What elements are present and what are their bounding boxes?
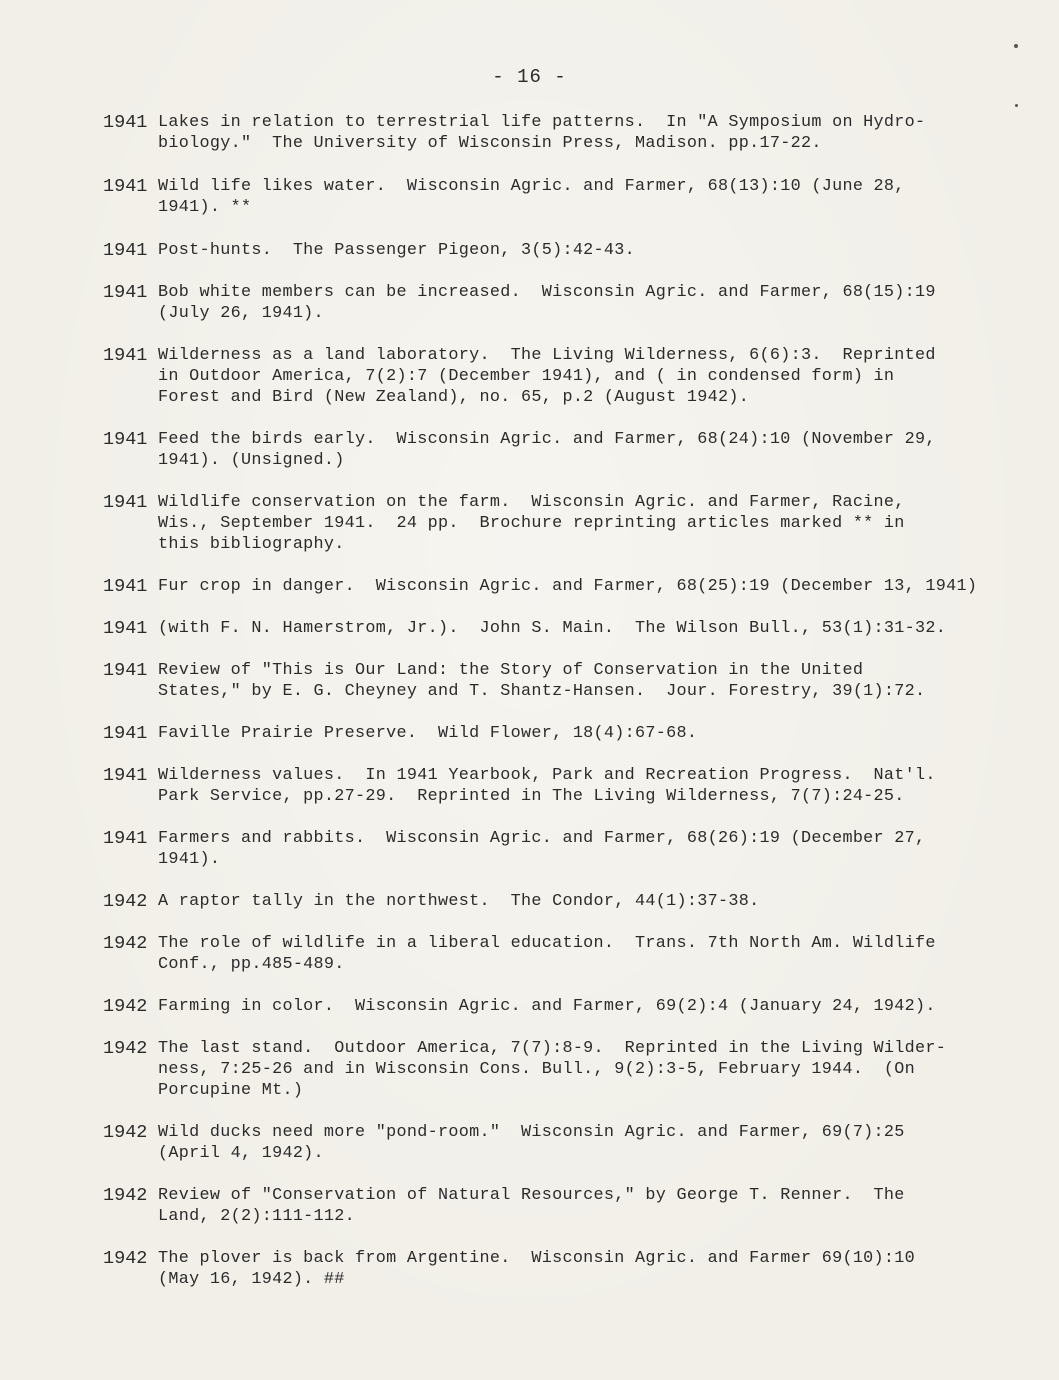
- entry-text: Wild ducks need more "pond-room." Wisconsin Agric. and Farmer, 69(7):25 (April 4, 1942).: [158, 1123, 905, 1163]
- entry-text: Feed the birds early. Wisconsin Agric. and Farmer, 68(24):10 (November 29, 1941). (Unsigned.): [158, 430, 936, 470]
- paper-speck: [1015, 104, 1018, 107]
- bibliography-entry: [103, 660, 1003, 702]
- entry-text: A raptor tally in the northwest. The Condor, 44(1):37-38.: [158, 892, 760, 911]
- entry-text: Bob white members can be increased. Wisconsin Agric. and Farmer, 68(15):19 (July 26, 1941).: [158, 283, 936, 323]
- entry-text: Wildlife conservation on the farm. Wisconsin Agric. and Farmer, Racine, Wis., September 1941. 24 pp. Brochure reprinting articles marked ** in this bibliography.: [158, 493, 905, 554]
- bibliography-entry: [103, 176, 1003, 218]
- entry-text: (with F. N. Hamerstrom, Jr.). John S. Main. The Wilson Bull., 53(1):31-32.: [158, 619, 947, 638]
- bibliography-list: [103, 112, 1003, 1290]
- entry-year: 1941: [103, 345, 148, 366]
- entry-text: Farmers and rabbits. Wisconsin Agric. and Farmer, 68(26):19 (December 27, 1941).: [158, 829, 926, 869]
- entry-text: Lakes in relation to terrestrial life patterns. In "A Symposium on Hydro- biology." The University of Wisconsin Press, Madison. pp.17-22.: [158, 113, 926, 153]
- entry-text: Review of "This is Our Land: the Story of Conservation in the United States," by E. G. Cheyney and T. Shantz-Hansen. Jour. Forestry, 39(1):72.: [158, 661, 926, 701]
- entry-year: 1941: [103, 618, 148, 639]
- bibliography-entry: [103, 1185, 1003, 1227]
- bibliography-entry: [103, 576, 1003, 597]
- entry-year: 1942: [103, 996, 148, 1017]
- entry-year: 1941: [103, 576, 148, 597]
- entry-year: 1941: [103, 765, 148, 786]
- bibliography-entry: [103, 1038, 1003, 1101]
- entry-text: The last stand. Outdoor America, 7(7):8-9. Reprinted in the Living Wilder- ness, 7:25-26 and in Wisconsin Cons. Bull., 9(2):3-5, February 1944. (On Porcupine Mt.): [158, 1039, 947, 1100]
- entry-text: Fur crop in danger. Wisconsin Agric. and Farmer, 68(25):19 (December 13, 1941): [158, 577, 978, 596]
- entry-year: 1941: [103, 660, 148, 681]
- bibliography-entry: [103, 891, 1003, 912]
- entry-year: 1941: [103, 112, 148, 133]
- entry-year: 1942: [103, 1248, 148, 1269]
- entry-year: 1942: [103, 933, 148, 954]
- bibliography-entry: [103, 492, 1003, 555]
- entry-year: 1942: [103, 891, 148, 912]
- bibliography-entry: [103, 618, 1003, 639]
- entry-text: Wilderness as a land laboratory. The Living Wilderness, 6(6):3. Reprinted in Outdoor America, 7(2):7 (December 1941), and ( in condensed form) in Forest and Bird (New Zealand), no. 65, p.2 (August 1942).: [158, 346, 936, 407]
- bibliography-entry: [103, 723, 1003, 744]
- entry-year: 1942: [103, 1122, 148, 1143]
- bibliography-entry: [103, 828, 1003, 870]
- entry-year: 1941: [103, 828, 148, 849]
- entry-text: Post-hunts. The Passenger Pigeon, 3(5):42-43.: [158, 241, 636, 260]
- bibliography-entry: [103, 429, 1003, 471]
- bibliography-entry: [103, 996, 1003, 1017]
- bibliography-entry: [103, 240, 1003, 261]
- entry-text: Wilderness values. In 1941 Yearbook, Park and Recreation Progress. Nat'l. Park Service, pp.27-29. Reprinted in The Living Wilderness, 7(7):24-25.: [158, 766, 936, 806]
- bibliography-entry: [103, 933, 1003, 975]
- paper-speck: [1014, 44, 1018, 48]
- entry-year: 1941: [103, 723, 148, 744]
- bibliography-entry: [103, 112, 1003, 154]
- bibliography-entry: [103, 1122, 1003, 1164]
- entry-text: Faville Prairie Preserve. Wild Flower, 18(4):67-68.: [158, 724, 698, 743]
- entry-text: The plover is back from Argentine. Wisconsin Agric. and Farmer 69(10):10 (May 16, 1942). ##: [158, 1249, 916, 1289]
- entry-year: 1942: [103, 1185, 148, 1206]
- entry-year: 1942: [103, 1038, 148, 1059]
- page-number: - 16 -: [492, 66, 567, 88]
- entry-year: 1941: [103, 429, 148, 450]
- bibliography-entry: [103, 282, 1003, 324]
- entry-year: 1941: [103, 176, 148, 197]
- entry-text: The role of wildlife in a liberal education. Trans. 7th North Am. Wildlife Conf., pp.485-489.: [158, 934, 936, 974]
- bibliography-entry: [103, 765, 1003, 807]
- entry-year: 1941: [103, 240, 148, 261]
- entry-text: Wild life likes water. Wisconsin Agric. and Farmer, 68(13):10 (June 28, 1941). **: [158, 177, 905, 217]
- bibliography-entry: [103, 1248, 1003, 1290]
- entry-text: Review of "Conservation of Natural Resources," by George T. Renner. The Land, 2(2):111-112.: [158, 1186, 905, 1226]
- entry-year: 1941: [103, 492, 148, 513]
- entry-year: 1941: [103, 282, 148, 303]
- bibliography-entry: [103, 345, 1003, 408]
- entry-text: Farming in color. Wisconsin Agric. and Farmer, 69(2):4 (January 24, 1942).: [158, 997, 936, 1016]
